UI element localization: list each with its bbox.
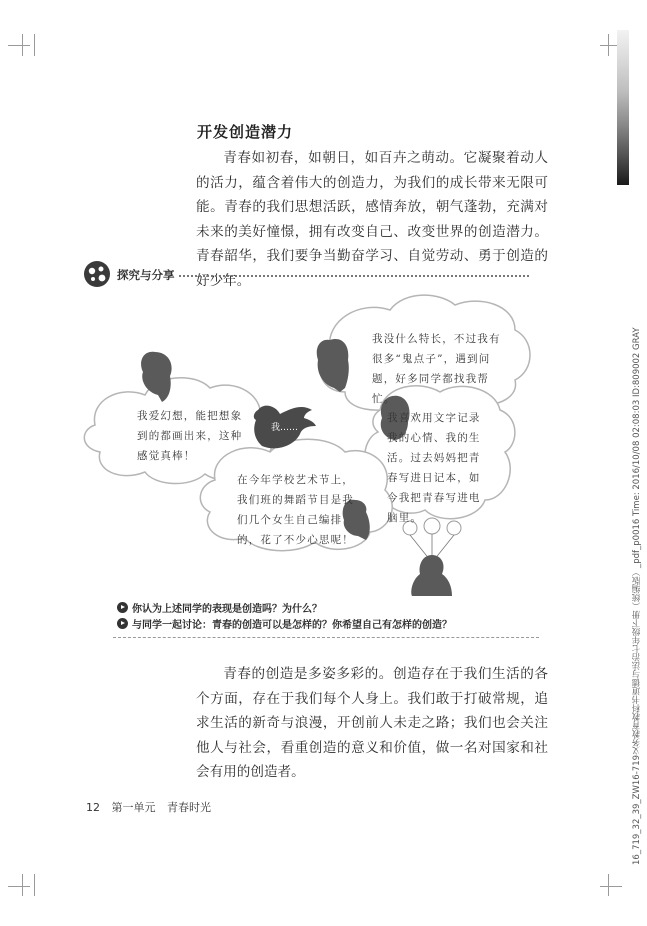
closing-paragraph: 青春的创造是多姿多彩的。创造存在于我们生活的各个方面，存在于我们每个人身上。我们敢于打破常规，追求生活的新奇与浪漫，开创前人未走之路；我们也会关注他人与社会，看重创造的意义和价值，做一名对国家和社会有用的创造者。 [196,666,548,780]
bird-caption: 我…… [271,423,299,433]
page-footer [86,799,219,815]
arrow-bullet-icon [117,602,128,613]
dashed-divider [113,637,539,638]
speech-bubble-drawing: 我爱幻想，能把想象到的都画出来，这种感觉真棒！ [137,410,243,462]
intro-paragraph: 青春如初春，如朝日，如百卉之萌动。它凝聚着动人的活力，蕴含着伟大的创造力，为我们的成长带来无限可能。青春的我们思想活跃，感情奔放，朝气蓬勃，充满对未来的美好憧憬，拥有改变自己、改变世界的创造潜力。青春韶华，我们要争当勤奋学习、自觉劳动、勇于创造的好少年。 [196,150,548,289]
explore-share-label: 探究与分享 [117,268,175,282]
speech-bubble-writing: 我喜欢用文字记录我的心情、我的生活。过去妈妈把青春写进日记本，如今我把青春写进电脑里。 [387,412,481,524]
speech-bubble-ideas: 我没什么特长，不过我有很多“鬼点子”，遇到问题，好多同学都找我帮忙。 [372,333,501,405]
unit-label: 第一单元 [111,801,156,814]
section-title: 开发创造潜力 [197,123,294,141]
unit-title: 青春时光 [167,801,211,814]
speech-bubble-dance: 在今年学校艺术节上，我们班的舞蹈节目是我们几个女生自己编排的，花了不少心思呢！ [237,474,354,546]
student-silhouette [317,339,349,392]
student-silhouette [411,555,452,596]
arrow-bullet-icon [117,618,128,629]
question-text: 你认为上述同学的表现是创造吗？为什么？ [132,604,322,615]
page-number: 12 [86,801,100,814]
question-text: 与同学一起讨论：青春的创造可以是怎样的？你希望自己有怎样的创造？ [132,620,452,631]
discussion-question [117,616,452,631]
print-slug: 16_719_32_39_ZW16-719义务教育教科书道德与法治七年级下册（统编版）_pdf_p0016 Time: 2016/10/08 02:08:03 ID:809002 GRAY [632,327,642,865]
discussion-question [117,600,322,615]
